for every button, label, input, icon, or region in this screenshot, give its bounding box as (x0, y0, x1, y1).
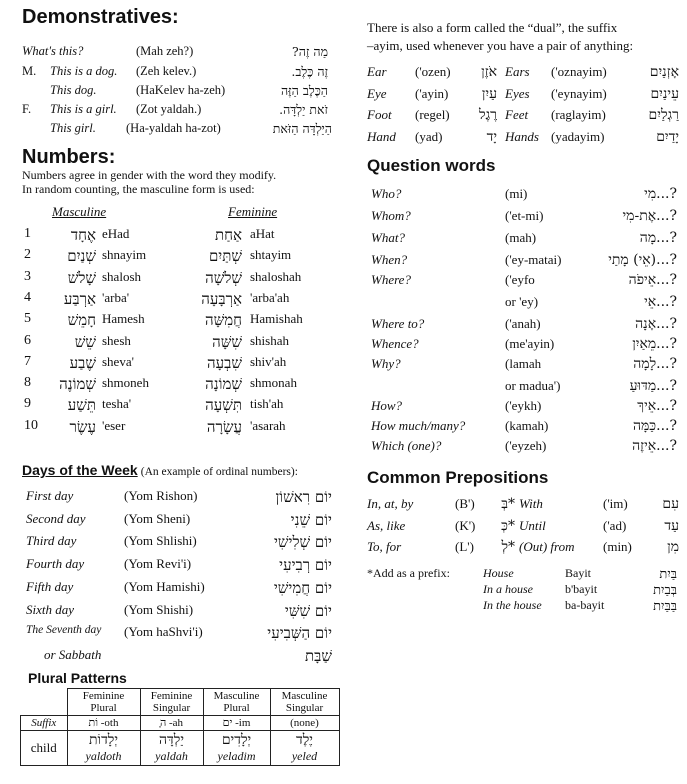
day-translit: (Yom Shishi) (124, 601, 194, 617)
day-translit: (Yom Sheni) (124, 510, 191, 526)
child-translit: yeladim (217, 749, 256, 763)
prepositions-title: Common Prepositions (367, 468, 549, 487)
prep-hebrew-2: עִם (662, 496, 679, 512)
dual-english: Foot (367, 107, 392, 122)
masc-translit: shalosh (102, 268, 141, 284)
question-row (345, 438, 687, 458)
question-hebrew: ?...לָמָה (633, 356, 677, 372)
header-cell: Masculine Plural (203, 689, 270, 716)
question-row (345, 294, 687, 314)
masc-translit: eHad (102, 226, 130, 241)
fem-hebrew: אַחַת (214, 226, 242, 244)
fem-translit: 'asarah (250, 417, 286, 433)
masc-translit: 'arba' (102, 289, 130, 305)
fem-hebrew: חֲמִשָּׁה (204, 311, 242, 330)
fem-hebrew: שְׁתַּיִם (208, 247, 242, 266)
days-subtitle: (An example of ordinal numbers): (140, 466, 298, 478)
child-hebrew: יְלָדִים (221, 732, 252, 748)
number-digit: 5 (24, 311, 31, 327)
fem-translit: aHat (250, 226, 275, 241)
day-row (0, 579, 345, 601)
suffix-cell: ים -im (203, 716, 270, 731)
day-hebrew: יוֹם שְׁלִישִׁי (273, 533, 332, 552)
question-english: Whom? (371, 208, 411, 223)
example-english: In a house (483, 582, 533, 596)
preposition-row (345, 539, 687, 559)
prep-translit: (L') (455, 539, 474, 554)
question-row (345, 378, 687, 398)
number-row (0, 269, 345, 289)
header-cell: Masculine Singular (270, 689, 339, 716)
masc-hebrew: אֶחָד (70, 226, 96, 244)
question-row (345, 418, 687, 438)
day-row (0, 511, 345, 533)
header-cell: Feminine Singular (140, 689, 203, 716)
question-hebrew: ?...כַּמָּה (632, 418, 677, 434)
fem-translit: tish'ah (250, 396, 284, 412)
prefix-note: *Add as a prefix: (367, 566, 450, 580)
question-hebrew: ?...מֵאַיִן (632, 336, 677, 352)
dual-plural-english: Eyes (505, 85, 530, 101)
day-english: Sixth day (26, 601, 75, 617)
fem-hebrew: שְׁלֹשָׁה (205, 268, 242, 287)
day-hebrew: יוֹם שֵׁנִי (290, 510, 332, 529)
masc-hebrew: עֶשֶׂר (69, 417, 96, 436)
child-cell (270, 731, 339, 766)
question-hebrew: ?...אֶת-מִי (622, 208, 677, 224)
fem-translit: shtayim (250, 247, 292, 263)
demo-translit: (HaKelev ha-zeh) (136, 83, 226, 97)
masc-translit: Hamesh (102, 311, 145, 327)
fem-hebrew: אַרְבָּעָה (201, 289, 242, 308)
number-row (0, 247, 345, 267)
numbers-title: Numbers: (22, 146, 116, 168)
fem-hebrew: שִׁשָּׁה (212, 332, 242, 351)
masculine-header: Masculine (52, 204, 107, 219)
masc-hebrew: שְׁמוֹנֶה (59, 375, 96, 394)
question-translit: (me'ayin) (505, 336, 555, 351)
demo-marker: F. (22, 102, 32, 116)
day-translit: (Yom Rishon) (124, 488, 198, 503)
day-row (0, 624, 345, 646)
masc-hebrew: שֵׁשׁ (74, 332, 96, 351)
question-hebrew: ?...מָה (639, 230, 677, 246)
dual-hebrew: אֹזֶן (481, 64, 497, 80)
number-digit: 8 (24, 375, 31, 391)
question-english: How? (371, 398, 403, 413)
prep-english-2: With (519, 496, 543, 511)
question-hebrew: ?...אֵיזֶה (632, 438, 677, 454)
prep-english-2: (Out) from (519, 539, 575, 554)
masc-hebrew: שָׁלֹשׁ (67, 268, 96, 287)
suffix-cell: ָה -ah (140, 716, 203, 731)
fem-translit: shiv'ah (250, 353, 287, 369)
question-hebrew: ?...(אֵי) מָתַי (608, 252, 677, 268)
prefix-example-row (345, 598, 687, 614)
empty-cell (21, 689, 68, 716)
dual-hebrew: יָד (486, 128, 497, 145)
prep-english: To, for (367, 539, 402, 554)
day-english: Third day (26, 533, 77, 549)
masc-translit: shmoneh (102, 375, 149, 391)
prep-translit: (K') (455, 517, 476, 533)
question-hebrew: ?...מַדּוּעַ (629, 378, 677, 394)
day-english: The Seventh day (26, 624, 102, 637)
plural-child-row (21, 731, 340, 766)
fem-translit: shaloshah (250, 268, 302, 284)
numbers-intro-2: In random counting, the masculine form is used: (22, 182, 255, 196)
child-translit: yaldoth (85, 749, 122, 763)
day-row (0, 556, 345, 578)
child-translit: yaldah (155, 749, 188, 763)
number-digit: 7 (24, 353, 31, 369)
question-hebrew: ?...אֵי (644, 294, 677, 310)
number-row (0, 375, 345, 395)
day-row (0, 647, 345, 669)
dual-plural-translit: (yadayim) (551, 128, 605, 144)
question-row (345, 252, 687, 272)
fem-hebrew: תִּשְׁעָה (205, 396, 242, 415)
plural-suffix-row (21, 716, 340, 731)
day-hebrew: יוֹם שִׁשִּׁי (284, 601, 332, 620)
masc-hebrew: אַרְבַּע (63, 289, 96, 308)
demo-english: What's this? (22, 44, 84, 58)
fem-hebrew: שִׁבְעָה (207, 353, 242, 372)
day-english: Fourth day (26, 556, 85, 572)
demo-translit: (Mah zeh?) (136, 44, 194, 58)
question-row (345, 356, 687, 376)
prep-english-2: Until (519, 517, 546, 533)
fem-translit: shmonah (250, 375, 297, 391)
child-hebrew: יְלָדוֹת (88, 732, 119, 748)
fem-translit: shishah (250, 332, 289, 348)
dual-plural-hebrew: רַגְלַיִם (648, 107, 679, 123)
suffix-cell: וֹת -oth (67, 716, 140, 731)
masc-translit: tesha' (102, 396, 132, 412)
prep-translit-2: ('im) (603, 496, 628, 511)
dual-row (345, 107, 687, 127)
dual-english: Eye (367, 85, 387, 101)
demo-english: This is a girl. (50, 102, 117, 116)
question-translit: ('et-mi) (505, 208, 544, 223)
dual-hebrew: עַיִן (481, 85, 497, 102)
demo-hebrew: זֹאת יַלְדָּה. (279, 102, 328, 117)
demonstratives-title: Demonstratives: (22, 6, 179, 28)
example-hebrew: בַּבַּיִת (653, 599, 677, 614)
preposition-row (345, 518, 687, 538)
question-hebrew: ?...אֵיפֹה (628, 272, 677, 288)
prep-hebrew: *כְּ (501, 517, 515, 534)
number-digit: 6 (24, 332, 31, 348)
dual-plural-hebrew: אָזְנַיִם (649, 64, 679, 80)
masc-hebrew: תֵּשַׁע (67, 396, 96, 415)
question-english: Whence? (371, 336, 419, 351)
prep-hebrew-2: עַד (664, 517, 679, 534)
prep-hebrew-2: מִן (667, 539, 679, 555)
question-hebrew: ?...אֵיךְ (637, 398, 677, 414)
child-label: child (21, 731, 68, 766)
day-english: or Sabbath (44, 646, 102, 662)
fem-hebrew: עֲשָׂרָה (206, 417, 242, 436)
dual-translit: (yad) (415, 128, 443, 144)
example-hebrew: בַּיִת (659, 567, 677, 582)
number-row (0, 226, 345, 246)
example-english: In the house (483, 598, 542, 612)
example-translit: b'bayit (565, 582, 598, 596)
masc-translit: sheva' (102, 353, 134, 369)
day-translit: (Yom Revi'i) (124, 556, 192, 572)
child-hebrew: יֶלֶד (296, 732, 313, 748)
question-row (345, 230, 687, 250)
prep-hebrew: *לְ (501, 539, 515, 555)
day-translit: (Yom Shlishi) (124, 533, 197, 549)
question-row (345, 208, 687, 228)
question-translit: ('eykh) (505, 398, 542, 413)
day-english: Second day (26, 510, 86, 526)
number-row (0, 418, 345, 438)
number-row (0, 333, 345, 353)
number-digit: 4 (24, 289, 31, 305)
dual-row (345, 64, 687, 84)
dual-row (345, 129, 687, 149)
question-hebrew: ?...אָנָה (635, 316, 677, 332)
child-translit: yeled (291, 749, 318, 763)
question-english: What? (371, 230, 405, 245)
question-hebrew: ?...מִי (644, 186, 677, 202)
day-translit: (Yom haShvi'i) (124, 624, 203, 640)
fem-translit: 'arba'ah (250, 289, 290, 305)
demo-hebrew: זֶה כֶּלֶב. (291, 64, 328, 79)
dual-plural-translit: ('oznayim) (551, 64, 607, 79)
demo-english: This is a dog. (50, 64, 118, 78)
number-digit: 10 (24, 417, 38, 433)
question-translit: (mah) (505, 230, 537, 245)
prep-english: In, at, by (367, 496, 414, 511)
child-cell (203, 731, 270, 766)
prep-english: As, like (367, 517, 406, 533)
numbers-intro-1: Numbers agree in gender with the word they modify. (22, 168, 277, 182)
question-translit: or 'ey) (505, 294, 539, 309)
day-row (0, 602, 345, 624)
demo-translit: (Zeh kelev.) (136, 64, 197, 78)
number-row (0, 290, 345, 310)
prefix-example-row (345, 566, 687, 582)
demo-hebrew: הַיַּלְדָּה הַזֹּאת (272, 121, 332, 136)
question-english: When? (371, 252, 408, 267)
demo-hebrew: הַכֶּלֶב הַזֶּה (280, 83, 328, 98)
dual-english: Ear (367, 64, 387, 79)
day-hebrew: שַׁבָּת (305, 646, 332, 665)
plural-header-row (21, 689, 340, 716)
question-english: Which (one)? (371, 438, 442, 453)
example-english: House (483, 566, 514, 580)
questions-title: Question words (367, 156, 496, 175)
question-english: Where? (371, 272, 411, 287)
feminine-header: Feminine (228, 204, 278, 219)
masc-translit: 'eser (102, 417, 126, 433)
question-row (345, 186, 687, 206)
number-digit: 1 (24, 226, 31, 241)
plural-title: Plural Patterns (28, 670, 127, 686)
suffix-label: Suffix (21, 716, 68, 731)
question-translit: ('eyfo (505, 272, 535, 287)
number-digit: 2 (24, 247, 31, 263)
day-hebrew: יוֹם רְבִיעִי (279, 556, 332, 575)
question-english: Where to? (371, 316, 425, 331)
dual-plural-english: Hands (505, 128, 539, 144)
dual-plural-english: Feet (505, 107, 529, 122)
prep-hebrew: *בְּ (501, 496, 515, 512)
question-english: Why? (371, 356, 401, 371)
dual-translit: (regel) (415, 107, 450, 122)
question-english: How much/many? (371, 418, 466, 433)
day-translit: (Yom Hamishi) (124, 578, 205, 594)
question-row (345, 316, 687, 336)
day-row (0, 533, 345, 555)
child-hebrew: יַלְדָּה (158, 732, 184, 748)
demo-hebrew: מַה זֶה? (292, 44, 328, 59)
dual-row (345, 86, 687, 106)
day-english: Fifth day (26, 578, 74, 594)
question-translit: (mi) (505, 186, 528, 201)
days-title: Days of the Week (22, 462, 138, 478)
question-translit: (lamah (505, 356, 542, 371)
question-translit: (kamah) (505, 418, 549, 433)
header-cell: Feminine Plural (67, 689, 140, 716)
dual-plural-hebrew: עֵינַיִם (650, 85, 679, 102)
example-translit: ba-bayit (565, 598, 605, 612)
example-translit: Bayit (565, 566, 591, 580)
example-hebrew: בְּבַיִת (653, 583, 677, 598)
question-translit: ('ey-matai) (505, 252, 562, 267)
prep-translit-2: (min) (603, 539, 632, 554)
question-english: Who? (371, 186, 402, 201)
dual-plural-translit: (raglayim) (551, 107, 606, 122)
demo-translit: (Zot yaldah.) (136, 102, 202, 116)
prep-translit-2: ('ad) (603, 517, 627, 533)
day-hebrew: יוֹם רִאשׁוֹן (275, 488, 332, 506)
dual-plural-english: Ears (505, 64, 530, 79)
number-row (0, 354, 345, 374)
masc-hebrew: חָמֵשׁ (67, 311, 96, 330)
masc-hebrew: שֶׁבַע (69, 353, 96, 372)
day-hebrew: יוֹם חֲמִישִׁי (273, 578, 332, 597)
masc-translit: shnayim (102, 247, 147, 263)
demo-translit: (Ha-yaldah ha-zot) (126, 121, 221, 135)
number-row (0, 396, 345, 416)
demo-marker: M. (22, 64, 37, 78)
question-translit: ('anah) (505, 316, 541, 331)
demo-english: This dog. (50, 83, 97, 97)
demo-english: This girl. (50, 121, 96, 135)
prep-translit: (B') (455, 496, 475, 511)
dual-translit: ('ozen) (415, 64, 451, 79)
number-digit: 9 (24, 396, 31, 412)
question-translit: or madua') (505, 378, 561, 393)
preposition-row (345, 496, 687, 516)
child-cell (67, 731, 140, 766)
suffix-cell: (none) (270, 716, 339, 731)
day-hebrew: יוֹם הַשְּׁבִיעִי (267, 624, 332, 643)
day-english: First day (26, 488, 74, 503)
masc-translit: shesh (102, 332, 131, 348)
masc-hebrew: שְׁנַיִם (67, 247, 96, 266)
fem-hebrew: שְׁמוֹנָה (205, 375, 242, 394)
dual-translit: ('ayin) (415, 85, 449, 101)
question-translit: ('eyzeh) (505, 438, 547, 453)
question-row (345, 272, 687, 292)
child-cell (140, 731, 203, 766)
number-row (0, 311, 345, 331)
day-row (0, 488, 345, 510)
dual-intro-1: There is also a form called the “dual”, the suffix (367, 20, 618, 35)
number-digit: 3 (24, 268, 31, 284)
days-heading (22, 462, 298, 479)
dual-english: Hand (367, 128, 396, 144)
plural-table (20, 688, 340, 766)
fem-translit: Hamishah (250, 311, 303, 327)
dual-hebrew: רֶגֶל (478, 107, 497, 123)
question-row (345, 398, 687, 418)
dual-plural-translit: ('eynayim) (551, 85, 607, 101)
dual-intro-2: –ayim, used whenever you have a pair of anything: (367, 38, 634, 53)
question-row (345, 336, 687, 356)
dual-plural-hebrew: יָדַיִם (656, 128, 679, 145)
prefix-example-row (345, 582, 687, 598)
